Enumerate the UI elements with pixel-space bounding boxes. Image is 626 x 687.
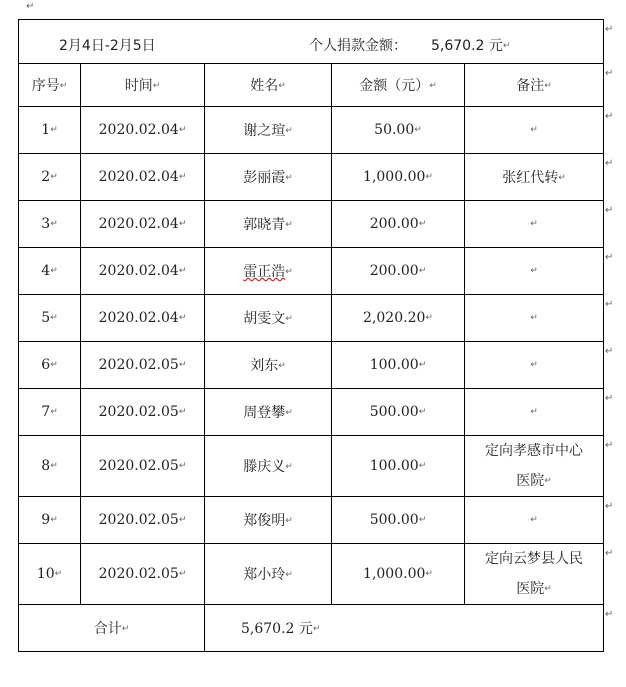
- row-end-mark-icon: ↵: [605, 440, 614, 451]
- cell-mark-icon: ↵: [50, 219, 58, 229]
- cell-mark-icon: ↵: [425, 569, 433, 579]
- cell-note: [465, 201, 604, 248]
- cell-mark-icon: ↵: [50, 125, 58, 135]
- header-time: 时间↵: [81, 64, 205, 107]
- cell-mark-icon: ↵: [544, 584, 552, 594]
- cell-note: [465, 295, 604, 342]
- cell-mark-icon: ↵: [414, 125, 422, 135]
- table-row: [19, 201, 604, 248]
- cell-mark-icon: ↵: [285, 570, 293, 580]
- header-row: [19, 64, 604, 107]
- cell-mark-icon: ↵: [418, 266, 427, 276]
- cell-mark-icon: ↵: [121, 624, 130, 634]
- cell-mark-icon: ↵: [178, 219, 187, 229]
- cell-no: 3↵: [19, 201, 81, 248]
- cell-date: 2020.02.05↵: [81, 497, 205, 544]
- cell-note: [465, 497, 604, 544]
- header-name: 姓名↵: [205, 64, 332, 107]
- cell-note: [465, 248, 604, 295]
- cell-no: 6↵: [19, 342, 81, 389]
- cell-mark-icon: ↵: [285, 516, 293, 526]
- total-value-cell: [205, 605, 604, 652]
- cell-date: 2020.02.05↵: [81, 544, 205, 605]
- cell-mark-icon: ↵: [285, 314, 293, 324]
- cell-note: [465, 389, 604, 436]
- total-label: 合计: [93, 621, 122, 637]
- cell-name: 滕庆义↵: [205, 436, 332, 497]
- cell-note: [465, 107, 604, 154]
- table-row: [19, 342, 604, 389]
- amount-value: 5,670.2 元: [431, 38, 503, 54]
- cell-mark-icon: ↵: [178, 360, 187, 370]
- table-row: [19, 295, 604, 342]
- cell-date: 2020.02.04↵: [81, 154, 205, 201]
- cell-note: 定向云梦县人民 医院↵: [465, 544, 604, 605]
- cell-mark-icon: ↵: [285, 462, 293, 472]
- cell-amount: 2,020.20↵: [332, 295, 465, 342]
- cell-mark-icon: ↵: [285, 408, 293, 418]
- row-end-mark-icon: ↵: [605, 393, 614, 404]
- cell-name: 郑小玲↵: [205, 544, 332, 605]
- donation-table: [18, 19, 604, 652]
- table-row: [19, 248, 604, 295]
- cell-mark-icon: ↵: [178, 125, 187, 135]
- cell-mark-icon: ↵: [502, 41, 511, 51]
- cell-mark-icon: ↵: [285, 220, 293, 230]
- cell-name: 刘东↵: [205, 342, 332, 389]
- row-end-mark-icon: ↵: [605, 609, 614, 620]
- header-note: 备注↵: [465, 64, 604, 107]
- cell-no: 2↵: [19, 154, 81, 201]
- cell-mark-icon: ↵: [418, 461, 427, 471]
- cell-mark-icon: ↵: [50, 461, 58, 471]
- title-row: [19, 20, 604, 64]
- cell-mark-icon: ↵: [530, 125, 538, 135]
- cell-amount: 1,000.00↵: [332, 154, 465, 201]
- cell-mark-icon: ↵: [425, 172, 433, 182]
- cell-date: 2020.02.05↵: [81, 342, 205, 389]
- cell-amount: 50.00↵: [332, 107, 465, 154]
- cell-name: 郑俊明↵: [205, 497, 332, 544]
- cell-mark-icon: ↵: [544, 81, 552, 91]
- cell-name: 彭丽霞↵: [205, 154, 332, 201]
- cell-mark-icon: ↵: [558, 173, 566, 183]
- cell-mark-icon: ↵: [285, 173, 293, 183]
- cell-mark-icon: ↵: [530, 313, 538, 323]
- cell-amount: 200.00↵: [332, 201, 465, 248]
- cell-mark-icon: ↵: [418, 515, 427, 525]
- cell-no: 7↵: [19, 389, 81, 436]
- cell-date: 2020.02.04↵: [81, 295, 205, 342]
- data-rows: [19, 107, 604, 605]
- cell-mark-icon: ↵: [418, 360, 427, 370]
- cell-mark-icon: ↵: [50, 172, 58, 182]
- row-end-mark-icon: ↵: [605, 205, 614, 216]
- table-row: [19, 107, 604, 154]
- cell-mark-icon: ↵: [50, 313, 58, 323]
- cell-amount: 500.00↵: [332, 389, 465, 436]
- total-value: 5,670.2 元: [241, 621, 313, 637]
- cell-mark-icon: ↵: [418, 219, 427, 229]
- cell-name: 胡雯文↵: [205, 295, 332, 342]
- cell-mark-icon: ↵: [418, 407, 427, 417]
- cell-mark-icon: ↵: [530, 407, 538, 417]
- cell-amount: 100.00↵: [332, 436, 465, 497]
- cell-mark-icon: ↵: [50, 266, 58, 276]
- cell-mark-icon: ↵: [312, 624, 321, 634]
- date-range: 2月4日-2月5日: [59, 38, 156, 54]
- row-end-mark-icon: ↵: [605, 68, 614, 79]
- cell-name: 雷正浩↵: [205, 248, 332, 295]
- total-label-cell: [19, 605, 205, 652]
- cell-date: 2020.02.05↵: [81, 389, 205, 436]
- title-cell: [19, 20, 604, 64]
- paragraph-mark-icon: ↵: [26, 1, 35, 12]
- cell-name: 周登攀↵: [205, 389, 332, 436]
- cell-mark-icon: ↵: [178, 569, 187, 579]
- cell-amount: 500.00↵: [332, 497, 465, 544]
- row-end-mark-icon: ↵: [605, 346, 614, 357]
- cell-date: 2020.02.04↵: [81, 201, 205, 248]
- cell-mark-icon: ↵: [530, 266, 538, 276]
- cell-mark-icon: ↵: [285, 267, 293, 277]
- row-end-mark-icon: ↵: [605, 299, 614, 310]
- cell-no: 9↵: [19, 497, 81, 544]
- cell-mark-icon: ↵: [178, 313, 187, 323]
- cell-mark-icon: ↵: [530, 515, 538, 525]
- amount-label: 个人捐款金额：: [309, 38, 407, 54]
- cell-amount: 1,000.00↵: [332, 544, 465, 605]
- cell-no: 5↵: [19, 295, 81, 342]
- cell-mark-icon: ↵: [178, 407, 187, 417]
- cell-amount: 100.00↵: [332, 342, 465, 389]
- cell-note: 定向孝感市中心 医院↵: [465, 436, 604, 497]
- header-no: 序号↵: [19, 64, 81, 107]
- cell-mark-icon: ↵: [178, 266, 187, 276]
- table-row: [19, 544, 604, 605]
- cell-date: 2020.02.05↵: [81, 436, 205, 497]
- cell-mark-icon: ↵: [54, 569, 63, 579]
- total-summary: [309, 35, 510, 55]
- cell-mark-icon: ↵: [178, 172, 187, 182]
- cell-mark-icon: ↵: [278, 361, 286, 371]
- cell-note: 张红代转↵: [465, 154, 604, 201]
- cell-no: 1↵: [19, 107, 81, 154]
- cell-mark-icon: ↵: [285, 126, 293, 136]
- cell-note: [465, 342, 604, 389]
- cell-mark-icon: ↵: [152, 81, 161, 91]
- cell-mark-icon: ↵: [530, 360, 538, 370]
- cell-no: 10↵: [19, 544, 81, 605]
- row-end-mark-icon: ↵: [605, 252, 614, 263]
- cell-name: 郭晓青↵: [205, 201, 332, 248]
- row-end-mark-icon: ↵: [605, 111, 614, 122]
- cell-mark-icon: ↵: [50, 407, 58, 417]
- table-row: [19, 436, 604, 497]
- cell-date: 2020.02.04↵: [81, 107, 205, 154]
- total-row: [19, 605, 604, 652]
- cell-mark-icon: ↵: [59, 81, 68, 91]
- table-row: [19, 497, 604, 544]
- cell-mark-icon: ↵: [50, 360, 58, 370]
- row-end-mark-icon: ↵: [605, 501, 614, 512]
- cell-mark-icon: ↵: [530, 219, 538, 229]
- row-end-mark-icon: ↵: [605, 24, 614, 35]
- cell-mark-icon: ↵: [425, 313, 433, 323]
- cell-mark-icon: ↵: [178, 461, 187, 471]
- cell-mark-icon: ↵: [278, 81, 286, 91]
- cell-no: 4↵: [19, 248, 81, 295]
- table-row: [19, 389, 604, 436]
- cell-mark-icon: ↵: [429, 81, 437, 91]
- header-amount: 金额（元）↵: [332, 64, 465, 107]
- cell-no: 8↵: [19, 436, 81, 497]
- table-row: [19, 154, 604, 201]
- row-end-mark-icon: ↵: [605, 158, 614, 169]
- cell-name: 谢之瑄↵: [205, 107, 332, 154]
- cell-date: 2020.02.04↵: [81, 248, 205, 295]
- cell-mark-icon: ↵: [178, 515, 187, 525]
- row-end-mark-icon: ↵: [605, 548, 614, 559]
- cell-mark-icon: ↵: [50, 515, 58, 525]
- cell-mark-icon: ↵: [544, 476, 552, 486]
- cell-amount: 200.00↵: [332, 248, 465, 295]
